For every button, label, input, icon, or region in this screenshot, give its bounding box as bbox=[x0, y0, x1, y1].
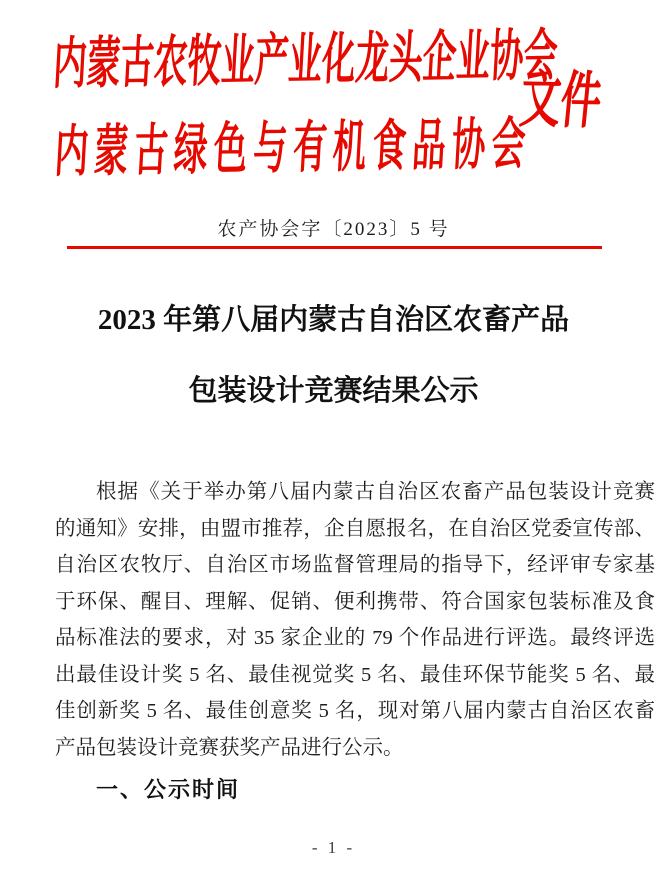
section-1-heading: 一、公示时间 bbox=[96, 777, 241, 802]
body-line: 出最佳设计奖 5 名、最佳视觉奖 5 名、最佳环保节能奖 5 名、最 bbox=[55, 663, 655, 686]
org-name-line-1: 内蒙古农牧业产业化龙头企业协会 bbox=[51, 25, 559, 97]
body-line: 于环保、醒目、理解、促销、便利携带、符合国家包装标准及食 bbox=[55, 590, 655, 613]
body-line: 自治区农牧厅、自治区市场监督管理局的指导下，经评审专家基 bbox=[55, 554, 655, 576]
org-name-line-2: 内蒙古绿色与有机食品协会 bbox=[53, 113, 534, 185]
document-title bbox=[0, 303, 667, 409]
body-line: 佳创新奖 5 名、最佳创意奖 5 名，现对第八届内蒙古自治区农畜 bbox=[55, 700, 655, 722]
body-line: 品标准法的要求，对 35 家企业的 79 个作品进行评选。最终评选 bbox=[55, 627, 655, 649]
title-line-2: 包装设计竞赛结果公示 bbox=[188, 375, 479, 407]
letterhead bbox=[51, 24, 658, 185]
title-line-1: 2023 年第八届内蒙古自治区农畜产品 bbox=[97, 304, 570, 336]
body-line: 的通知》安排，由盟市推荐，企自愿报名，在自治区党委宣传部、 bbox=[55, 517, 655, 540]
body-line: 产品包装设计竞赛获奖产品进行公示。 bbox=[55, 736, 404, 759]
doc-type-label: 文件 bbox=[517, 66, 605, 137]
doc-number: 农产协会字〔2023〕5 号 bbox=[217, 219, 450, 240]
page-number: - 1 - bbox=[311, 838, 356, 857]
red-divider-line bbox=[67, 246, 602, 249]
body-paragraph bbox=[55, 474, 655, 766]
body-line: 根据《关于举办第八届内蒙古自治区农畜产品包装设计竞赛 bbox=[96, 481, 655, 503]
